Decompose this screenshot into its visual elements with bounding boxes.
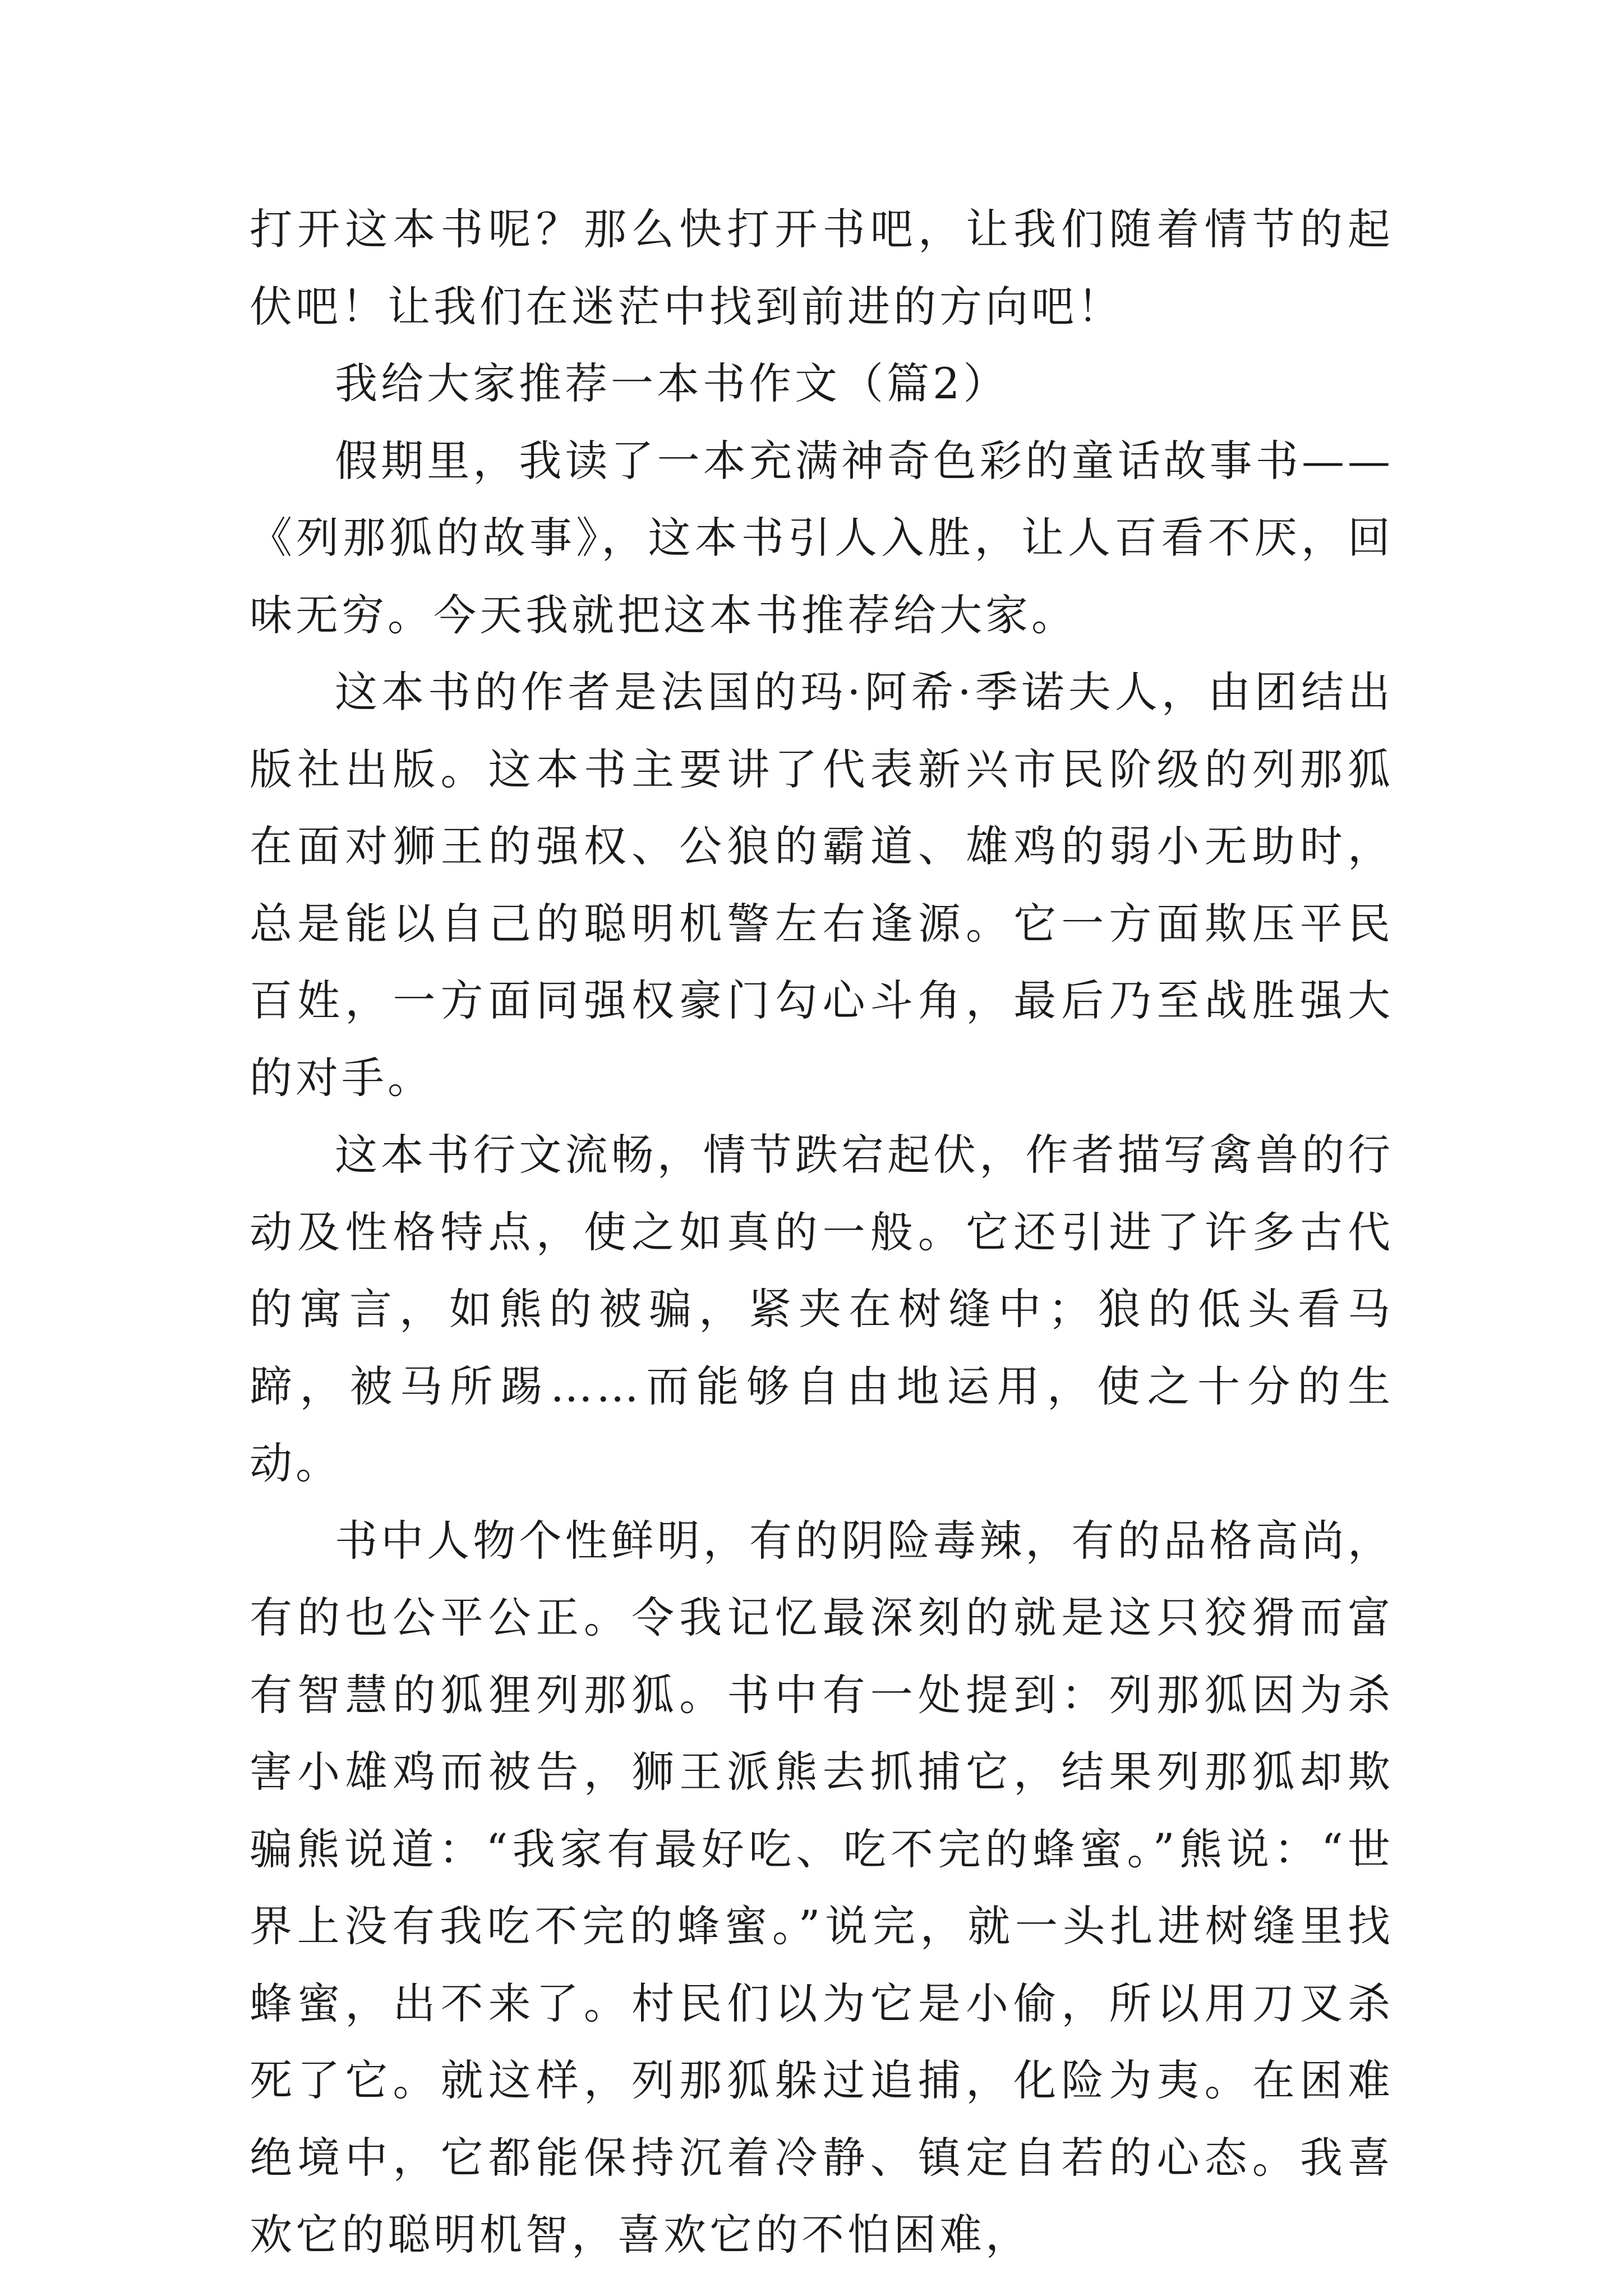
paragraph: 书中人物个性鲜明，有的阴险毒辣，有的品格高尚，有的也公平公正。令我记忆最深刻的就是这只狡猾而富有智慧的狐狸列那狐。书中有一处提到：列那狐因为杀害小雄鸡而被告，狮王派熊去抓捕它，结果列那狐却欺骗熊说道：“我家有最好吃、吃不完的蜂蜜。”熊说：“世界上没有我吃不完的蜂蜜。”说完，就一头扎进树缝里找蜂蜜，出不来了。村民们以为它是小偷，所以用刀叉杀死了它。就这样，列那狐躲过追捕，化险为夷。在困难绝境中，它都能保持沉着冷静、镇定自若的心态。我喜欢它的聪明机智，喜欢它的不怕困难，: [250, 1515, 1394, 2260]
paragraph-continuation: 打开这本书呢？那么快打开书吧，让我们随着情节的起伏吧！让我们在迷茫中找到前进的方向吧！: [250, 204, 1394, 332]
document-body: [250, 191, 1394, 2274]
section-heading: 我给大家推荐一本书作文（篇2）: [335, 358, 1009, 408]
paragraph: 这本书行文流畅，情节跌宕起伏，作者描写禽兽的行动及性格特点，使之如真的一般。它还引进了许多古代的寓言，如熊的被骗，紧夹在树缝中；狼的低头看马蹄，被马所踢……而能够自由地运用，使之十分的生动。: [250, 1130, 1394, 1488]
paragraph: 假期里，我读了一本充满神奇色彩的童话故事书——《列那狐的故事》，这本书引人入胜，让人百看不厌，回味无穷。今天我就把这本书推荐给大家。: [250, 435, 1394, 640]
paragraph: 这本书的作者是法国的玛·阿希·季诺夫人，由团结出版社出版。这本书主要讲了代表新兴市民阶级的列那狐在面对狮王的强权、公狼的霸道、雄鸡的弱小无助时，总是能以自己的聪明机警左右逢源。它一方面欺压平民百姓，一方面同强权豪门勾心斗角，最后乃至战胜强大的对手。: [250, 667, 1394, 1103]
